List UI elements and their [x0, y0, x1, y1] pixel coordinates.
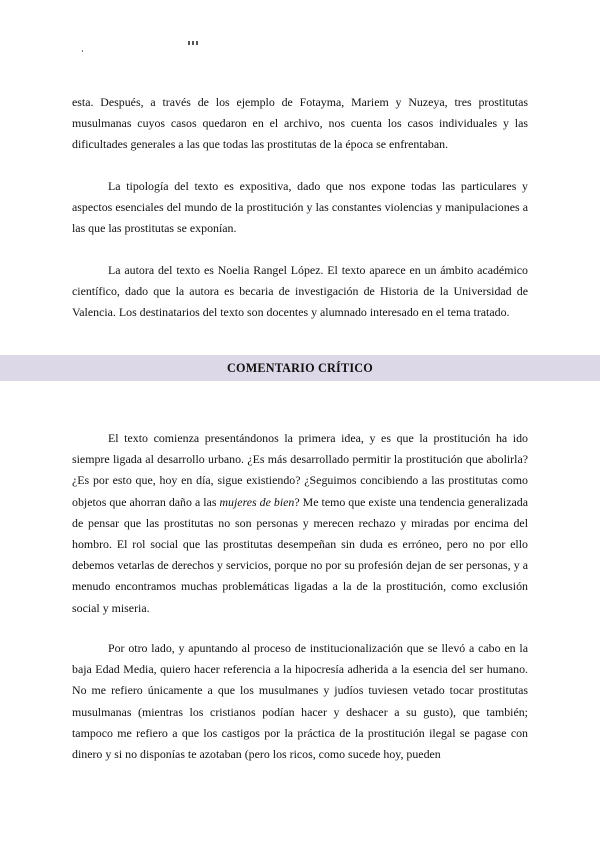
paragraph-critical-1 — [72, 428, 528, 619]
paragraph-critical-1-text-b: ? Me temo que existe una tendencia generalizada de pensar que las prostitutas no son personas y merecen rechazo y miradas por encima del hombro. El rol social que las prostitutas desempeñan sin duda es erróneo, pero no por ello debemos vetarlas de derechos y servicios, porque no por su profesión dejan de ser personas, y a menudo encontramos muchas problemáticas ligadas a la de la prostitución, como exclusión social y miseria. — [72, 494, 528, 615]
paragraph-intro-continuation: esta. Después, a través de los ejemplo de Fotayma, Mariem y Nuzeya, tres prostitutas musulmanas cuyos casos quedaron en el archivo, nos cuenta los casos individuales y las dificultades generales a las que todas las prostitutas de la época se enfrentaban. — [72, 95, 528, 152]
margin-mark — [82, 50, 83, 52]
paragraph-critical-1-italic: mujeres de bien — [219, 494, 295, 509]
header-artifact — [188, 32, 208, 38]
paragraph-author: La autora del texto es Noelia Rangel López. El texto aparece en un ámbito académico científico, dado que la autora es becaria de investigación de Historia de la Universidad de Valencia. Los destinatarios del texto son docentes y alumnado interesado en el tema tratado. — [72, 263, 528, 320]
paragraph-critical-2: Por otro lado, y apuntando al proceso de institucionalización que se llevó a cabo en la baja Edad Media, quiero hacer referencia a la hipocresía adherida a la esencia del ser humano. No me refiero únicamente a que los musulmanes y judíos tuviesen vetado tocar prostitutas musulmanas (mientras los cristianos podían hacer y deshacer a su gusto), que también; tampoco me refiero a que los castigos por la práctica de la prostitución ilegal se pagase con dinero y si no disponías te azotaban (pero los ricos, como sucede hoy, pueden — [72, 641, 528, 762]
paragraph-critical-1-text-a: El texto comienza presentándonos la primera idea, y es que la prostitución ha ido siempre ligada al desarrollo urbano. ¿Es más desarrollado permitir la prostitución que abolirla? ¿Es por esto que, hoy en día, sigue existiendo? ¿Seguimos concibiendo a las prostitutas como objetos que ahorran daño a las — [72, 431, 528, 509]
paragraph-text-typology: La tipología del texto es expositiva, dado que nos expone todas las particulares y aspectos esenciales del mundo de la prostitución y las constantes violencias y manipulaciones a las que las prostitutas se exponían. — [72, 179, 528, 236]
section-heading-critical-commentary: COMENTARIO CRÍTICO — [0, 355, 600, 381]
